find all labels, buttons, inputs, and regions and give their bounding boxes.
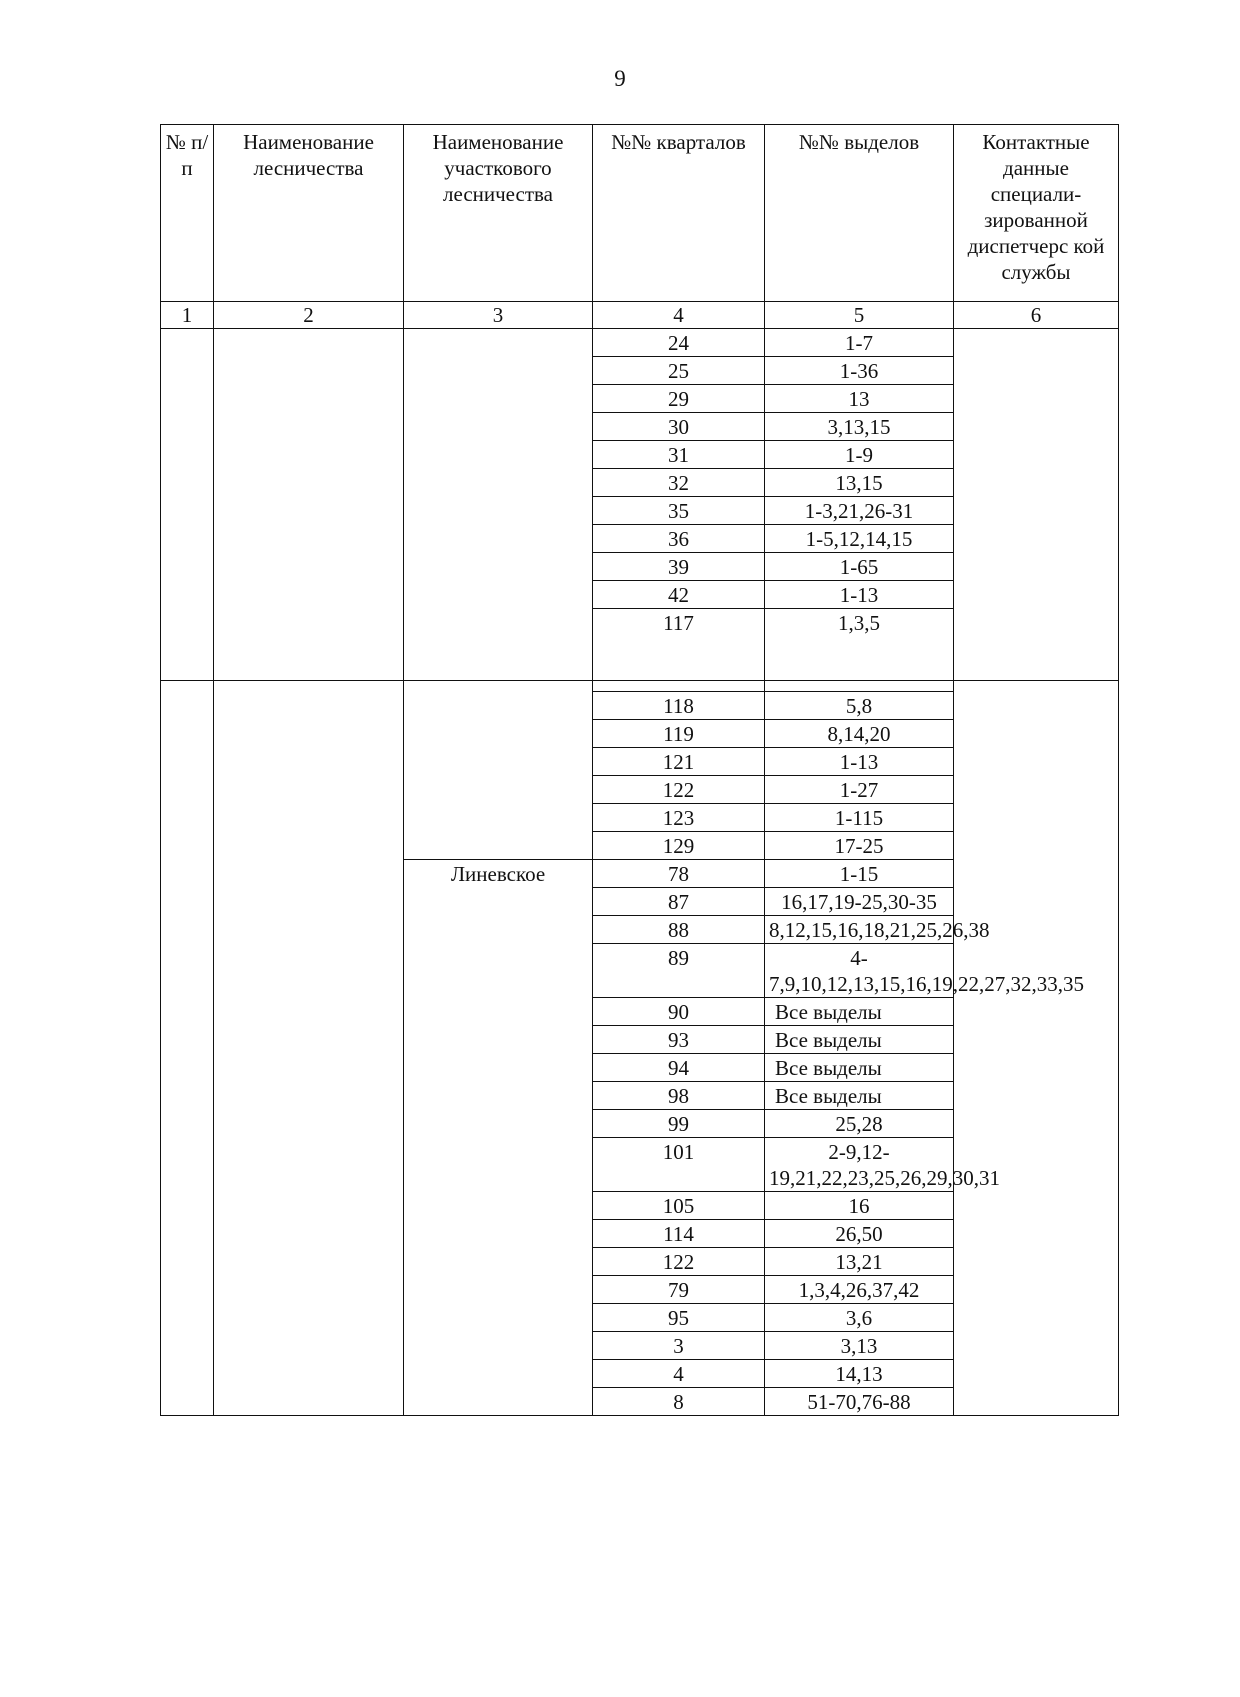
vydel-cell: Все выделы: [765, 1082, 954, 1110]
district-forestry-cell: [404, 681, 593, 860]
district-forestry-cell: [404, 329, 593, 681]
vydel-cell: 16,17,19-25,30-35: [765, 888, 954, 916]
kvartal-cell: 25: [593, 357, 765, 385]
vydel-cell: 8,12,15,16,18,21,25,26,38: [765, 916, 954, 944]
vydel-cell: 5,8: [765, 692, 954, 720]
kvartal-cell: 32: [593, 469, 765, 497]
vydel-gap-cell: [765, 681, 954, 692]
kvartal-cell: 129: [593, 832, 765, 860]
vydel-cell: 25,28: [765, 1110, 954, 1138]
column-numbers-row: [161, 302, 1119, 329]
kvartal-cell: 90: [593, 998, 765, 1026]
vydel-cell: 4-7,9,10,12,13,15,16,19,22,27,32,33,35: [765, 944, 954, 998]
kvartal-cell: 99: [593, 1110, 765, 1138]
header-district-forestry: Наименование участкового лесничества: [404, 125, 593, 302]
vydel-cell: 1-36: [765, 357, 954, 385]
kvartal-cell: 39: [593, 553, 765, 581]
vydel-cell: 13,15: [765, 469, 954, 497]
kvartal-cell: 78: [593, 860, 765, 888]
row-number-cell: [161, 329, 214, 681]
vydel-cell: 1-65: [765, 553, 954, 581]
kvartal-cell: 101: [593, 1138, 765, 1192]
kvartal-cell: 94: [593, 1054, 765, 1082]
vydel-cell: 51-70,76-88: [765, 1388, 954, 1416]
header-forestry: Наименование лесничества: [214, 125, 404, 302]
forestry-table: [160, 124, 1119, 1416]
vydel-cell: 26,50: [765, 1220, 954, 1248]
table-row: [161, 329, 1119, 357]
kvartal-cell: 42: [593, 581, 765, 609]
column-number: 4: [593, 302, 765, 329]
vydel-cell: 14,13: [765, 1360, 954, 1388]
forestry-cell: [214, 329, 404, 681]
kvartal-cell: 93: [593, 1026, 765, 1054]
vydel-cell: Все выделы: [765, 1054, 954, 1082]
contacts-cell: [954, 329, 1119, 681]
vydel-cell: 13: [765, 385, 954, 413]
column-number: 2: [214, 302, 404, 329]
kvartal-gap-cell: [593, 681, 765, 692]
vydel-cell: 2-9,12-19,21,22,23,25,26,29,30,31: [765, 1138, 954, 1192]
header-row: [161, 125, 1119, 302]
forestry-cell: [214, 681, 404, 1416]
kvartal-cell: 105: [593, 1192, 765, 1220]
district-forestry-lineevskoe: Линевское: [404, 860, 593, 1416]
vydel-cell: 1-15: [765, 860, 954, 888]
kvartal-cell: 95: [593, 1304, 765, 1332]
kvartal-cell: 24: [593, 329, 765, 357]
kvartal-cell: 35: [593, 497, 765, 525]
block-2: [161, 681, 1119, 1416]
contacts-cell: [954, 681, 1119, 1416]
kvartal-cell: 89: [593, 944, 765, 998]
kvartal-cell: 87: [593, 888, 765, 916]
kvartal-cell: 31: [593, 441, 765, 469]
kvartal-cell: 117: [593, 609, 765, 681]
kvartal-cell: 98: [593, 1082, 765, 1110]
kvartal-cell: 121: [593, 748, 765, 776]
vydel-cell: 13,21: [765, 1248, 954, 1276]
vydel-cell: 1-3,21,26-31: [765, 497, 954, 525]
kvartal-cell: 30: [593, 413, 765, 441]
kvartal-cell: 88: [593, 916, 765, 944]
kvartal-cell: 36: [593, 525, 765, 553]
kvartal-cell: 79: [593, 1276, 765, 1304]
kvartal-cell: 118: [593, 692, 765, 720]
kvartal-cell: 122: [593, 1248, 765, 1276]
kvartal-cell: 122: [593, 776, 765, 804]
column-number: 1: [161, 302, 214, 329]
vydel-cell: 1-27: [765, 776, 954, 804]
vydel-cell: 1-5,12,14,15: [765, 525, 954, 553]
row-number-cell: [161, 681, 214, 1416]
kvartal-cell: 3: [593, 1332, 765, 1360]
column-number: 3: [404, 302, 593, 329]
vydel-cell: 17-25: [765, 832, 954, 860]
vydel-cell: Все выделы: [765, 1026, 954, 1054]
kvartal-cell: 4: [593, 1360, 765, 1388]
section-gap-row: [161, 681, 1119, 692]
kvartal-cell: 119: [593, 720, 765, 748]
vydel-cell: 1-9: [765, 441, 954, 469]
header-vydels: №№ выделов: [765, 125, 954, 302]
column-number: 5: [765, 302, 954, 329]
vydel-cell: 1,3,4,26,37,42: [765, 1276, 954, 1304]
kvartal-cell: 123: [593, 804, 765, 832]
page-number: 9: [614, 66, 626, 91]
block-1: [161, 329, 1119, 681]
header-contacts: Контактные данные специали-зированной диспетчерс кой службы: [954, 125, 1119, 302]
kvartal-cell: 114: [593, 1220, 765, 1248]
header-number: № п/п: [161, 125, 214, 302]
vydel-cell: Все выделы: [765, 998, 954, 1026]
vydel-cell: 1-13: [765, 748, 954, 776]
vydel-cell: 1-7: [765, 329, 954, 357]
column-number: 6: [954, 302, 1119, 329]
vydel-cell: 3,13,15: [765, 413, 954, 441]
vydel-cell: 1-13: [765, 581, 954, 609]
vydel-cell: 1,3,5: [765, 609, 954, 681]
header-kvartals: №№ кварталов: [593, 125, 765, 302]
kvartal-cell: 29: [593, 385, 765, 413]
vydel-cell: 3,6: [765, 1304, 954, 1332]
vydel-cell: 3,13: [765, 1332, 954, 1360]
kvartal-cell: 8: [593, 1388, 765, 1416]
vydel-cell: 8,14,20: [765, 720, 954, 748]
forestry-table-container: [160, 124, 1118, 1416]
vydel-cell: 1-115: [765, 804, 954, 832]
vydel-cell: 16: [765, 1192, 954, 1220]
